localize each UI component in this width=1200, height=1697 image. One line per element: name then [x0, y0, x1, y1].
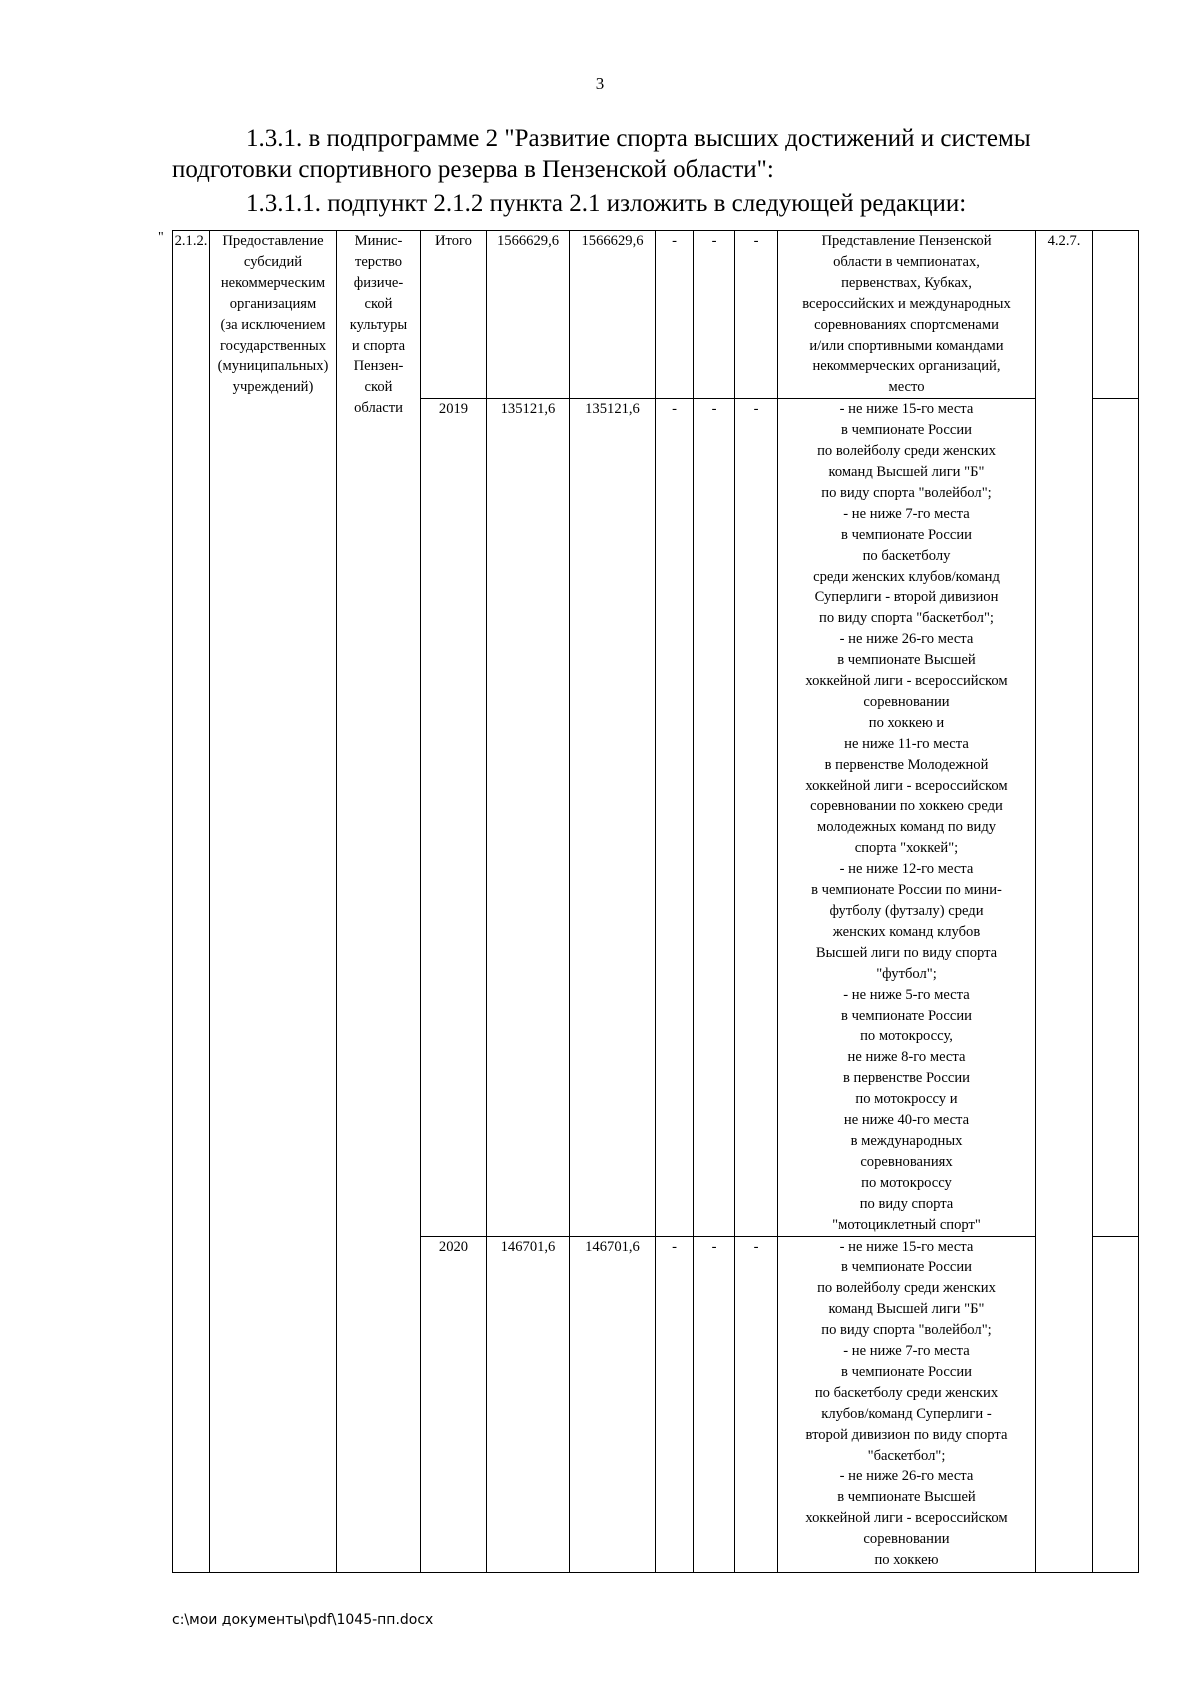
- cell-indicator: - не ниже 15-го места в чемпионате России по волейболу среди женских команд Высшей лиги "Б" по виду спорта "волейбол"; - не ниже 7-го места в чемпионате России по баскетболу среди женских клубов/команд Суперлиги - второй дивизион по виду спорта "баскетбол"; - не ниже 26-го места в чемпионате Высшей хоккейной лиги - всероссийском соревновании по хоккею: [778, 1236, 1036, 1572]
- cell-measure-name: Предоставление субсидий некоммерческим организациям (за исключением государственных (муниципальных) учреждений): [210, 231, 337, 1573]
- cell-dash-2: -: [694, 399, 735, 1236]
- cell-empty: [1093, 399, 1139, 1236]
- cell-period: Итого: [421, 231, 487, 399]
- cell-total: 135121,6: [487, 399, 570, 1236]
- cell-dash-3: -: [735, 231, 778, 399]
- cell-item-number: 2.1.2.: [173, 231, 210, 1573]
- cell-regional: 146701,6: [570, 1236, 656, 1572]
- opening-quote: ": [158, 230, 164, 245]
- cell-dash-1: -: [656, 399, 694, 1236]
- cell-dash-1: -: [656, 1236, 694, 1572]
- file-path-footer: c:\мои документы\pdf\1045-пп.docx: [172, 1612, 434, 1628]
- cell-executor: Минис- терство физиче- ской культуры и спорта Пензен- ской области: [337, 231, 421, 1573]
- cell-total: 146701,6: [487, 1236, 570, 1572]
- cell-regional: 135121,6: [570, 399, 656, 1236]
- table-row-total: [173, 231, 1139, 399]
- cell-period: 2019: [421, 399, 487, 1236]
- cell-period: 2020: [421, 1236, 487, 1572]
- cell-regional: 1566629,6: [570, 231, 656, 399]
- amendment-paragraph-1: 1.3.1. в подпрограмме 2 "Развитие спорта высших достижений и системы подготовки спортивного резерва в Пензенской области":: [172, 125, 1031, 183]
- cell-dash-1: -: [656, 231, 694, 399]
- cell-indicator-code: 4.2.7.: [1036, 231, 1093, 1573]
- cell-dash-2: -: [694, 231, 735, 399]
- cell-dash-2: -: [694, 1236, 735, 1572]
- cell-indicator: - не ниже 15-го места в чемпионате России по волейболу среди женских команд Высшей лиги "Б" по виду спорта "волейбол"; - не ниже 7-го места в чемпионате России по баскетболу среди женских клубов/команд Суперлиги - второй дивизион по виду спорта "баскетбол"; - не ниже 26-го места в чемпионате Высшей хоккейной лиги - всероссийском соревновании по хоккею и не ниже 11-го места в первенстве Молодежной хоккейной лиги - всероссийском соревновании по хоккею среди молодежных команд по виду спорта "хоккей"; - не ниже 12-го места в чемпионате России по мини- футболу (футзалу) среди женских команд клубов Высшей лиги по виду спорта "футбол"; - не ниже 5-го места в чемпионате России по мотокроссу, не ниже 8-го места в первенстве России по мотокроссу и не ниже 40-го места в международных соревнованиях по мотокроссу по виду спорта "мотоциклетный спорт": [778, 399, 1036, 1236]
- subprogram-table: [172, 230, 1139, 1573]
- cell-indicator: Представление Пензенской области в чемпионатах, первенствах, Кубках, всероссийских и международных соревнованиях спортсменами и/или спортивными командами некоммерческих организаций, место: [778, 231, 1036, 399]
- cell-dash-3: -: [735, 399, 778, 1236]
- page-number: 3: [595, 74, 605, 93]
- cell-total: 1566629,6: [487, 231, 570, 399]
- cell-dash-3: -: [735, 1236, 778, 1572]
- cell-empty: [1093, 1236, 1139, 1572]
- amendment-paragraph-2: 1.3.1.1. подпункт 2.1.2 пункта 2.1 изложить в следующей редакции:: [246, 190, 967, 217]
- cell-empty: [1093, 231, 1139, 399]
